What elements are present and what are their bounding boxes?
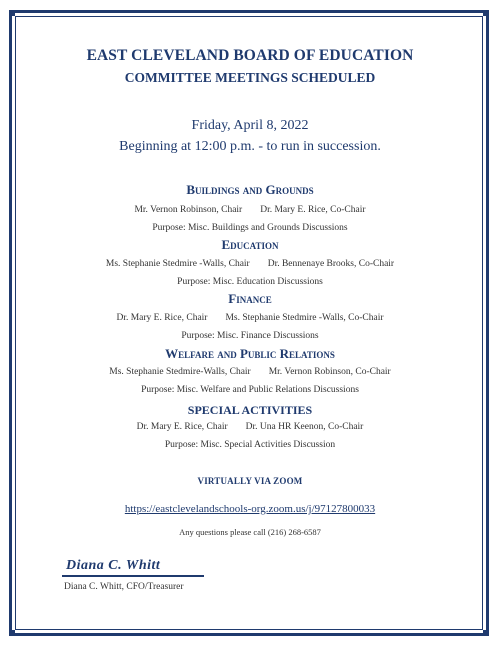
document-title: EAST CLEVELAND BOARD OF EDUCATION — [86, 47, 414, 64]
committee-heading-special-activities: SPECIAL ACTIVITIES — [187, 403, 313, 417]
committee-heading-education: Education — [221, 237, 279, 252]
committee-heading-buildings: Buildings and Grounds — [186, 182, 314, 197]
meeting-date: Friday, April 8, 2022 — [191, 118, 309, 133]
co-chair-name: Ms. Stephanie Stedmire -Walls, Co-Chair — [225, 313, 384, 323]
committee-heading-finance: Finance — [228, 291, 272, 306]
meeting-timing: Beginning at 12:00 p.m. - to run in succession. — [119, 139, 381, 154]
committee-chairs — [20, 259, 480, 269]
chair-name: Ms. Stephanie Stedmire-Walls, Chair — [109, 367, 251, 377]
page-border-inner — [15, 16, 483, 630]
committee-chairs — [20, 313, 480, 323]
document-subtitle: COMMITTEE MEETINGS SCHEDULED — [124, 70, 376, 85]
signature-line — [62, 575, 204, 577]
co-chair-name: Mr. Vernon Robinson, Co-Chair — [268, 367, 391, 377]
co-chair-name: Dr. Una HR Keenon, Co-Chair — [245, 422, 364, 432]
chair-name: Mr. Vernon Robinson, Chair — [134, 205, 243, 215]
committee-heading-welfare: Welfare and Public Relations — [165, 346, 335, 361]
meeting-mode: VIRTUALLY VIA ZOOM — [197, 476, 303, 486]
committee-purpose: Purpose: Misc. Finance Discussions — [181, 331, 319, 341]
committee-purpose: Purpose: Misc. Buildings and Grounds Discussions — [152, 223, 348, 233]
border-corner — [483, 10, 489, 16]
committee-chairs — [20, 205, 480, 215]
co-chair-name: Dr. Bennenaye Brooks, Co-Chair — [267, 259, 395, 269]
border-corner — [483, 630, 489, 636]
handwritten-signature: Diana C. Whitt — [66, 558, 161, 573]
border-corner — [9, 630, 15, 636]
committee-chairs — [20, 422, 480, 432]
zoom-link[interactable]: https://eastclevelandschools-org.zoom.us/j/97127800033 — [124, 503, 376, 515]
co-chair-name: Dr. Mary E. Rice, Co-Chair — [260, 205, 366, 215]
border-corner — [9, 10, 15, 16]
committee-purpose: Purpose: Misc. Special Activities Discussion — [164, 440, 336, 450]
chair-name: Dr. Mary E. Rice, Chair — [116, 313, 208, 323]
signatory-name-title: Diana C. Whitt, CFO/Treasurer — [64, 582, 184, 592]
chair-name: Ms. Stephanie Stedmire -Walls, Chair — [105, 259, 250, 269]
committee-purpose: Purpose: Misc. Welfare and Public Relations Discussions — [141, 385, 359, 395]
committee-purpose: Purpose: Misc. Education Discussions — [177, 277, 323, 287]
chair-name: Dr. Mary E. Rice, Chair — [136, 422, 228, 432]
contact-info: Any questions please call (216) 268-6587 — [179, 527, 321, 537]
committee-chairs — [20, 367, 480, 377]
